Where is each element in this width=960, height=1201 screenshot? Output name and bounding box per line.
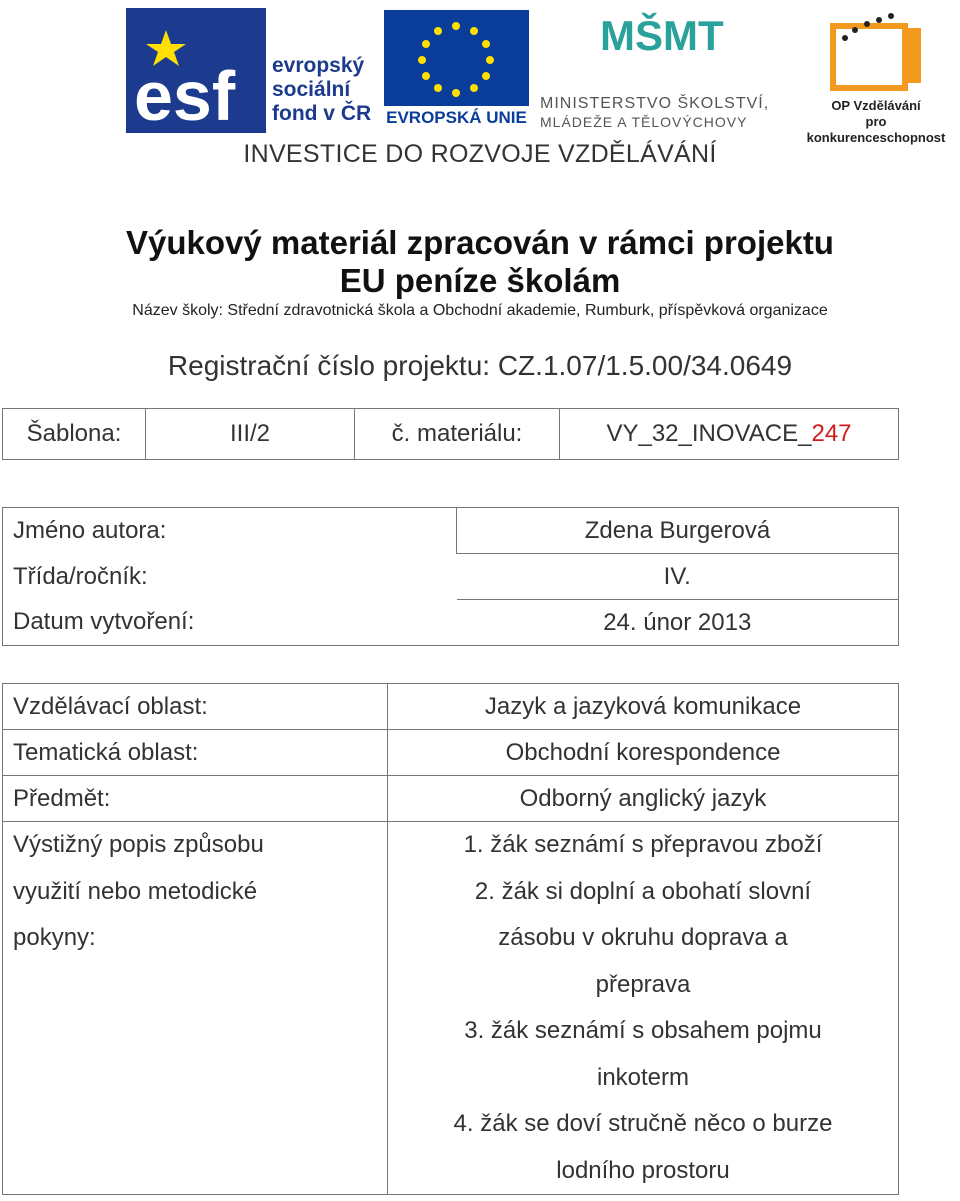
template-table (2, 408, 899, 460)
op-years: 2007-13 (930, 29, 939, 59)
sablona-value: III/2 (146, 409, 355, 460)
objectives-cell (388, 822, 899, 1195)
objective-line: 1. žák seznámí s přepravou zboží (463, 831, 823, 858)
eu-logo (384, 10, 529, 130)
title-line2: EU peníze školám (339, 262, 621, 299)
subject-row-description (3, 822, 899, 1195)
objective-line: lodního prostoru (556, 1156, 730, 1184)
objective-line: 3. žák seznámí s obsahem pojmu (464, 1017, 822, 1044)
area-label: Vzdělávací oblast: (3, 684, 388, 730)
subject-row-area (3, 684, 899, 730)
msmt-line2: MLÁDEŽE A TĚLOVÝCHOVY (540, 114, 748, 130)
msmt-logo (540, 8, 790, 133)
class-row (3, 554, 899, 600)
esf-logo (126, 8, 376, 133)
material-value (560, 409, 899, 460)
date-row (3, 600, 899, 646)
msmt-letters: MŠMT (600, 12, 724, 59)
investice-tagline: INVESTICE DO ROZVOJE VZDĚLÁVÁNÍ (243, 140, 717, 168)
author-table (2, 507, 899, 646)
esf-letters: esf (134, 57, 236, 135)
eu-label: EVROPSKÁ UNIE (386, 108, 527, 127)
subject-row-theme (3, 730, 899, 776)
material-number: 247 (811, 420, 852, 447)
date-value: 24. únor 2013 (457, 600, 899, 646)
subject-value: Odborný anglický jazyk (388, 776, 899, 822)
theme-value: Obchodní korespondence (388, 730, 899, 776)
date-label: Datum vytvoření: (3, 600, 457, 646)
school-name: Název školy: Střední zdravotnická škola a Obchodní akademie, Rumburk, příspěvková organizace (132, 302, 828, 319)
op-emblem-icon (825, 8, 939, 93)
class-label: Třída/ročník: (3, 554, 457, 600)
objective-line: 4. žák se doví stručně něco o burze (453, 1110, 833, 1137)
op-logo (795, 8, 957, 145)
esf-line1: evropský (272, 54, 365, 77)
material-label: č. materiálu: (355, 409, 560, 460)
author-value: Zdena Burgerová (457, 508, 899, 554)
registration-number: Registrační číslo projektu: CZ.1.07/1.5.00/34.0649 (167, 350, 793, 381)
material-prefix: VY_32_INOVACE_ (606, 420, 812, 447)
objective-line: 2. žák si doplní a obohatí slovní (474, 877, 812, 905)
author-label: Jméno autora: (3, 508, 457, 554)
objective-line: inkoterm (596, 1063, 690, 1091)
subject-row-subject (3, 776, 899, 822)
subject-table (2, 683, 899, 1195)
author-row (3, 508, 899, 554)
area-value: Jazyk a jazyková komunikace (388, 684, 899, 730)
description-label-line: Výstižný popis způsobu (13, 831, 264, 858)
op-line2: pro konkurenceschopnost (806, 114, 946, 145)
class-value: IV. (457, 554, 899, 600)
esf-line2: sociální (272, 78, 351, 101)
msmt-line1: MINISTERSTVO ŠKOLSTVÍ, (540, 95, 770, 112)
template-row (3, 409, 899, 460)
eu-flag-icon (384, 10, 529, 106)
msmt-emblem-icon (600, 8, 730, 88)
subject-label: Předmět: (3, 776, 388, 822)
op-line1: OP Vzdělávání (831, 98, 921, 113)
objective-line: přeprava (595, 970, 691, 998)
objectives-list (398, 822, 888, 1194)
esf-line3: fond v ČR (272, 102, 372, 125)
description-label (3, 822, 388, 1195)
description-label-line: pokyny: (13, 924, 96, 951)
sablona-label: Šablona: (3, 409, 146, 460)
theme-label: Tematická oblast: (3, 730, 388, 776)
objective-line: zásobu v okruhu doprava a (498, 924, 788, 951)
description-label-line: využití nebo metodické (13, 877, 258, 905)
title-line1: Výukový materiál zpracován v rámci projektu (126, 224, 834, 261)
